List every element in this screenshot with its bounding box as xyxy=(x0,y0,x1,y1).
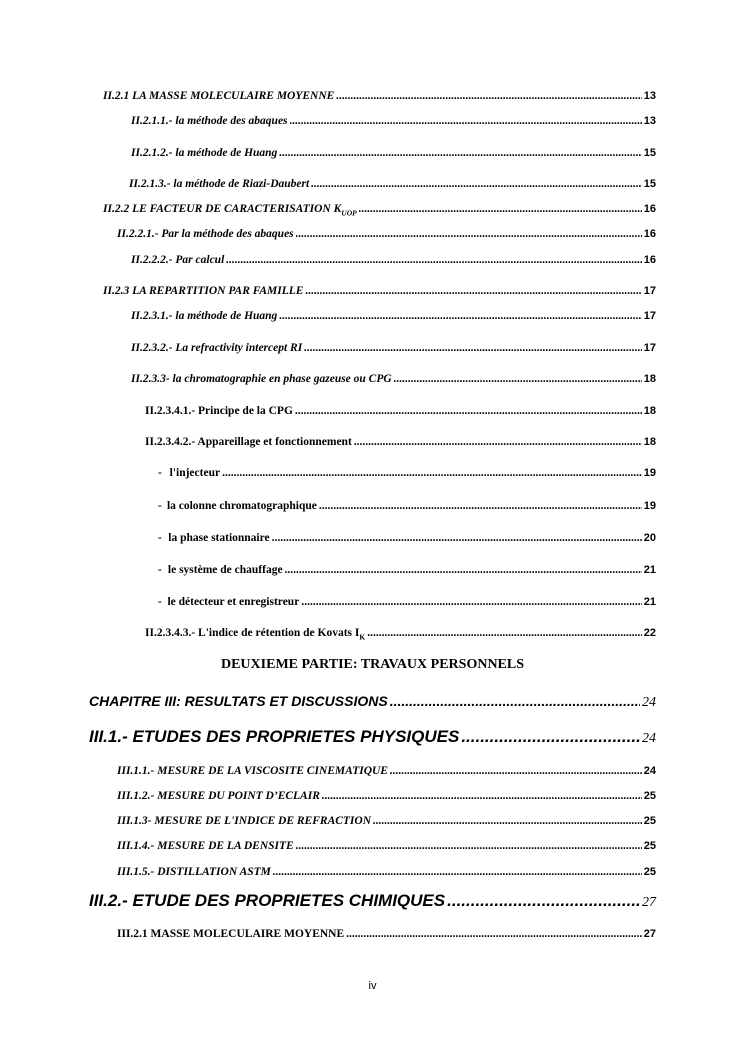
dot-leader xyxy=(367,627,642,639)
toc-label: l'injecteur xyxy=(169,467,221,479)
toc-entry[interactable] xyxy=(117,765,656,777)
toc-entry[interactable] xyxy=(129,178,656,190)
toc-label: III.1.2.- MESURE DU POINT D’ECLAIR xyxy=(117,790,320,802)
toc-entry[interactable] xyxy=(145,405,656,417)
toc-page-number: 19 xyxy=(643,467,656,479)
toc-label: II.2.3.1.- la méthode de Huang xyxy=(131,310,278,322)
dot-leader xyxy=(346,928,642,940)
toc-page-number: 13 xyxy=(643,115,656,127)
bullet-dash: - xyxy=(158,467,162,479)
toc-label-subscript: UOP xyxy=(341,208,357,218)
toc-label: II.2.1.1.- la méthode des abaques xyxy=(131,115,288,127)
toc-label: II.2.1.2.- la méthode de Huang xyxy=(131,147,278,159)
toc-label-text: II.2.3.4.3.- L'indice de rétention de Kovats I xyxy=(145,627,360,639)
toc-entry[interactable] xyxy=(131,373,656,385)
toc-page-number: 25 xyxy=(643,840,656,852)
toc-page-number: 24 xyxy=(642,695,656,710)
toc-page-number: 27 xyxy=(642,895,656,910)
toc-label: II.2.2.2.- Par calcul xyxy=(131,254,225,266)
toc-entry[interactable] xyxy=(145,436,656,448)
dot-leader xyxy=(279,147,641,159)
dot-leader xyxy=(273,866,642,878)
toc-label: le détecteur et enregistreur xyxy=(167,596,300,608)
toc-entry[interactable] xyxy=(158,564,656,576)
dot-leader xyxy=(390,765,642,777)
part-title: DEUXIEME PARTIE: TRAVAUX PERSONNELS xyxy=(220,657,525,672)
dot-leader xyxy=(390,693,640,709)
toc-section-entry[interactable] xyxy=(89,891,656,911)
toc-label: la phase stationnaire xyxy=(168,532,270,544)
toc-page-number: 18 xyxy=(643,436,656,448)
toc-label: III.2.- ETUDE DES PROPRIETES CHIMIQUES xyxy=(89,891,446,910)
toc-entry[interactable] xyxy=(103,203,656,218)
toc-entry[interactable] xyxy=(117,815,656,827)
dot-leader xyxy=(354,436,642,448)
toc-entry[interactable] xyxy=(158,596,656,608)
toc-page-number: 25 xyxy=(643,790,656,802)
toc-label: II.2.2.1.- Par la méthode des abaques xyxy=(117,228,294,240)
toc-label: II.2.3 LA REPARTITION PAR FAMILLE xyxy=(103,285,304,297)
toc-entry[interactable] xyxy=(131,254,656,266)
dot-leader xyxy=(226,254,641,266)
toc-label: III.2.1 MASSE MOLECULAIRE MOYENNE xyxy=(117,928,345,940)
toc-page-number: 15 xyxy=(643,147,656,159)
toc-page-number: 27 xyxy=(643,928,656,940)
toc-page-number: 15 xyxy=(643,178,656,190)
toc-entry[interactable] xyxy=(158,500,656,512)
toc-entry[interactable] xyxy=(103,285,656,297)
toc-label-subscript: K xyxy=(359,632,366,642)
toc-entry[interactable] xyxy=(117,790,656,802)
toc-label: CHAPITRE III: RESULTATS ET DISCUSSIONS xyxy=(89,693,388,709)
dot-leader xyxy=(301,596,641,608)
dot-leader xyxy=(304,342,642,354)
toc-page-number: 21 xyxy=(643,564,656,576)
toc-page-number: 18 xyxy=(643,405,656,417)
toc-chapter-entry[interactable] xyxy=(89,693,656,711)
dot-leader xyxy=(322,790,642,802)
toc-label: II.2.3.4.1.- Principe de la CPG xyxy=(145,405,293,417)
dot-leader xyxy=(359,203,642,215)
toc-page-number: 19 xyxy=(643,500,656,512)
toc-entry[interactable] xyxy=(131,147,656,159)
dot-leader xyxy=(296,228,642,240)
toc-entry[interactable] xyxy=(131,310,656,322)
toc-section-entry[interactable] xyxy=(89,727,656,747)
dot-leader xyxy=(319,500,642,512)
bullet-dash: - xyxy=(158,500,162,512)
toc-label-text: II.2.2 LE FACTEUR DE CARACTERISATION K xyxy=(103,203,342,215)
toc-entry[interactable] xyxy=(131,115,656,127)
toc-page-number: 25 xyxy=(643,815,656,827)
toc-page-number: 24 xyxy=(643,765,656,777)
toc-page-number: 22 xyxy=(643,627,656,639)
dot-leader xyxy=(336,90,641,102)
toc-page-number: 25 xyxy=(643,866,656,878)
dot-leader xyxy=(461,727,640,747)
dot-leader xyxy=(285,564,642,576)
toc-label: II.2.1.3.- la méthode de Riazi-Daubert xyxy=(129,178,310,190)
dot-leader xyxy=(279,310,641,322)
toc-label: II.2.1 LA MASSE MOLECULAIRE MOYENNE xyxy=(103,90,335,102)
page-number-footer: iv xyxy=(368,980,377,992)
dot-leader xyxy=(296,840,642,852)
toc-entry[interactable] xyxy=(117,228,656,240)
toc-entry[interactable] xyxy=(158,532,656,544)
dot-leader xyxy=(394,373,642,385)
dot-leader xyxy=(222,467,642,479)
toc-label: le système de chauffage xyxy=(167,564,283,576)
dot-leader xyxy=(311,178,642,190)
toc-page-number: 18 xyxy=(643,373,656,385)
dot-leader xyxy=(290,115,642,127)
toc-label: III.1.1.- MESURE DE LA VISCOSITE CINEMATIQUE xyxy=(117,765,388,777)
toc-page-number: 16 xyxy=(643,203,656,215)
dot-leader xyxy=(373,815,642,827)
toc-page-number: 17 xyxy=(643,342,656,354)
toc-label xyxy=(103,203,357,218)
toc-page-number: 16 xyxy=(643,254,656,266)
toc-entry[interactable] xyxy=(117,866,656,878)
toc-page-number: 17 xyxy=(643,285,656,297)
toc-page-number: 20 xyxy=(643,532,656,544)
toc-page-number: 16 xyxy=(643,228,656,240)
dot-leader xyxy=(447,891,640,911)
dot-leader xyxy=(295,405,642,417)
toc-label: II.2.3.2.- La refractivity intercept RI xyxy=(131,342,303,354)
toc-entry[interactable] xyxy=(117,928,656,940)
dot-leader xyxy=(305,285,641,297)
toc-label: II.2.3.4.2.- Appareillage et fonctionnement xyxy=(145,436,352,448)
toc-entry[interactable] xyxy=(158,467,656,479)
dot-leader xyxy=(272,532,642,544)
toc-label: III.1.5.- DISTILLATION ASTM xyxy=(117,866,271,878)
toc-page-number: 24 xyxy=(642,731,656,746)
toc-label: III.1.- ETUDES DES PROPRIETES PHYSIQUES xyxy=(89,727,460,746)
bullet-dash: - xyxy=(158,564,162,576)
toc-entry[interactable] xyxy=(131,342,656,354)
toc-entry[interactable] xyxy=(103,90,656,102)
toc-page-number: 13 xyxy=(643,90,656,102)
bullet-dash: - xyxy=(158,596,162,608)
toc-label: III.1.3- MESURE DE L'INDICE DE REFRACTION xyxy=(117,815,372,827)
toc-label xyxy=(145,627,366,642)
toc-page-number: 17 xyxy=(643,310,656,322)
toc-label: la colonne chromatographique xyxy=(166,500,317,512)
bullet-dash: - xyxy=(158,532,162,544)
toc-label: II.2.3.3- la chromatographie en phase gazeuse ou CPG xyxy=(131,373,392,385)
toc-entry[interactable] xyxy=(117,840,656,852)
toc-label: III.1.4.- MESURE DE LA DENSITE xyxy=(117,840,294,852)
toc-entry[interactable] xyxy=(145,627,656,642)
toc-page-number: 21 xyxy=(643,596,656,608)
